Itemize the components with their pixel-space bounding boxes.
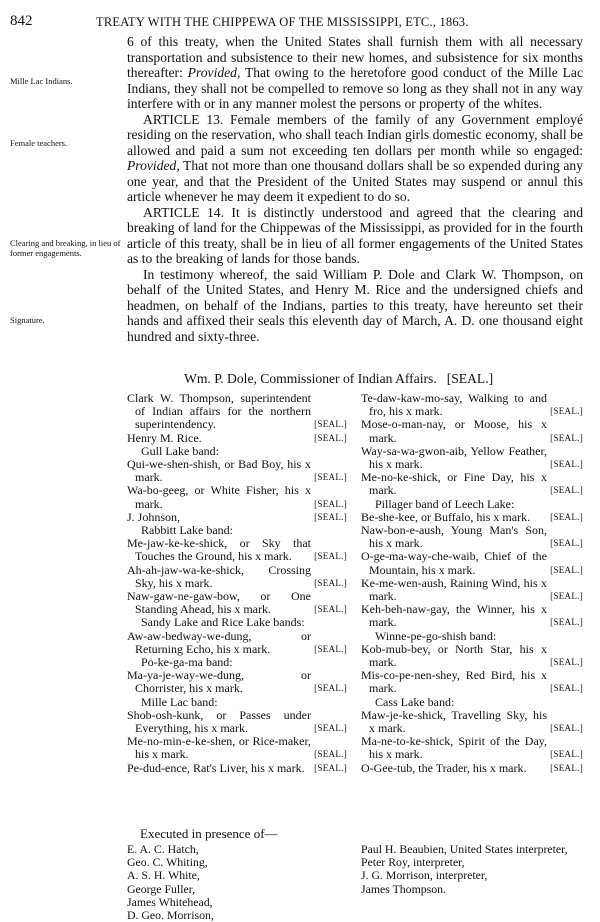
seal-mark: [SEAL.] (550, 485, 583, 496)
seal-mark: [SEAL.] (446, 371, 494, 386)
signatory-entry (127, 669, 347, 695)
signatory-name: Henry M. Rice. (127, 430, 202, 445)
article-14: ARTICLE 14. It is distinctly understood and agreed that the clearing and breaking of land for the Chippewas of the Mississippi, as provided for in the fourth article of this treaty, shall be in lieu of all former engagements of the United States as to the breaking of lands for those bands. (127, 204, 583, 266)
signatory-entry (361, 418, 583, 444)
signatory-name: O-ge-ma-way-che-waib, Chief of the Mountain, his x mark. (361, 549, 547, 577)
margin-note-mille-lac: Mille Lac Indians. (10, 76, 73, 86)
band-heading: Rabbitt Lake band: (141, 523, 233, 538)
seal-mark: [SEAL.] (314, 604, 347, 615)
signatory-name: Ke-me-wen-aush, Raining Wind, his x mark. (361, 575, 547, 604)
signatory-name: Clark W. Thompson, superintendent of Indian affairs for the northern superintendency. (127, 391, 311, 432)
band-heading: Cass Lake band: (375, 694, 455, 709)
signatory-entry (127, 762, 347, 775)
commissioner-signature (184, 371, 493, 387)
signatory-entry (361, 577, 583, 603)
signatory-name: Ah-ah-jaw-wa-ke-shick, Crossing Sky, his x mark. (127, 562, 311, 590)
signatory-entry (127, 458, 347, 484)
signatory-entry (361, 735, 583, 761)
signatory-name: Mis-co-pe-nen-shey, Red Bird, his x mark. (361, 668, 547, 696)
signatory-entry (361, 550, 583, 576)
band-heading: Po-ke-ga-ma band: (141, 655, 233, 670)
seal-mark: [SEAL.] (314, 498, 347, 509)
signatory-name: Way-sa-wa-gwon-aib, Yellow Feather, his x mark. (361, 443, 547, 472)
signatory-name: Shob-osh-kunk, or Passes under Everything, his x mark. (127, 707, 311, 736)
signatory-name: O-Gee-tub, the Trader, his x mark. (361, 760, 527, 775)
band-heading: Gull Lake band: (141, 443, 219, 458)
witnesses-left-column (127, 843, 347, 922)
signatory-entry (127, 590, 347, 616)
witnesses-right-column (361, 843, 583, 896)
witness-name: Peter Roy, interpreter, (361, 855, 465, 870)
signatory-entry (361, 643, 583, 669)
signatory-entry (361, 603, 583, 629)
seal-mark: [SEAL.] (550, 591, 583, 602)
seal-mark: [SEAL.] (314, 432, 347, 443)
signatory-name: Kob-mub-bey, or North Star, his x mark. (361, 641, 547, 670)
signatory-name: Me-jaw-ke-ke-shick, or Sky that Touches the Ground, his x mark. (127, 536, 311, 564)
signatory-name: Me-no-min-e-ke-shen, or Rice-maker, his x mark. (127, 734, 311, 762)
signatory-name: Me-no-ke-shick, or Fine Day, his x mark. (361, 470, 547, 498)
signatories-left-column (127, 392, 347, 775)
seal-mark: [SEAL.] (550, 683, 583, 694)
signatory-entry (127, 564, 347, 590)
seal-mark: [SEAL.] (550, 617, 583, 628)
margin-note-signature: Signature. (10, 315, 45, 325)
signatory-name: Te-daw-kaw-mo-say, Walking to and fro, his x mark. (361, 391, 547, 419)
signatory-entry (361, 392, 583, 418)
signatory-name: Wa-bo-geeg, or White Fisher, his x mark. (127, 483, 311, 511)
commissioner-name: Wm. P. Dole, Commissioner of Indian Affairs. (184, 371, 437, 386)
signatory-name: J. Johnson, (127, 509, 181, 524)
signatory-entry (127, 735, 347, 761)
seal-mark: [SEAL.] (550, 432, 583, 443)
signatory-entry (361, 762, 583, 775)
witness-name: E. A. C. Hatch, (127, 842, 199, 856)
signatory-name: Naw-bon-e-aush, Young Man's Son, his x mark. (361, 523, 547, 551)
seal-mark: [SEAL.] (550, 564, 583, 575)
signatories-right-column (361, 392, 583, 775)
band-heading: Pillager band of Leech Lake: (375, 496, 515, 511)
signatory-name: Mose-o-man-nay, or Moose, his x mark. (361, 417, 547, 445)
signatory-entry (127, 432, 347, 445)
signatory-entry (127, 484, 347, 510)
signatory-entry (361, 445, 583, 471)
signatory-name: Ma-ne-to-ke-shick, Spirit of the Day, his x mark. (361, 734, 547, 762)
seal-mark: [SEAL.] (550, 538, 583, 549)
signatory-name: Keh-beh-naw-gay, the Winner, his x mark. (361, 602, 547, 630)
seal-mark: [SEAL.] (314, 551, 347, 562)
witness-name: D. Geo. Morrison, (127, 908, 214, 922)
signatory-name: Qui-we-shen-shish, or Bad Boy, his x mark. (127, 457, 311, 485)
witness-name: Geo. C. Whiting, (127, 855, 208, 870)
signatory-name: Naw-gaw-ne-gaw-bow, or One Standing Ahead, his x mark. (127, 589, 311, 617)
seal-mark: [SEAL.] (314, 749, 347, 760)
band-heading: Winne-pe-go-shish band: (375, 628, 497, 643)
seal-mark: [SEAL.] (314, 419, 347, 430)
seal-mark: [SEAL.] (550, 723, 583, 734)
signatory-entry (361, 524, 583, 550)
witness-name: George Fuller, (127, 881, 196, 896)
seal-mark: [SEAL.] (550, 406, 583, 417)
seal-mark: [SEAL.] (314, 511, 347, 522)
witness-name: James Whitehead, (127, 894, 213, 909)
band-heading: Mille Lac band: (141, 694, 218, 709)
signatory-name: Be-she-kee, or Buffalo, his x mark. (361, 509, 531, 524)
signatory-entry (127, 392, 347, 432)
signatory-entry (127, 511, 347, 524)
seal-mark: [SEAL.] (550, 762, 583, 773)
seal-mark: [SEAL.] (314, 577, 347, 588)
signatory-entry (127, 630, 347, 656)
seal-mark: [SEAL.] (314, 643, 347, 654)
witnesses-title: Executed in presence of— (140, 826, 278, 841)
signatory-entry (127, 709, 347, 735)
seal-mark: [SEAL.] (550, 459, 583, 470)
testimony-paragraph: In testimony whereof, the said William P. Dole and Clark W. Thompson, on behalf of the United States, and Henry M. Rice and the undersigned chiefs and headmen, on behalf of the Indians, parties to this treaty, have hereunto set their hands and affixed their seals this eleventh day of March, A. D. one thousand eight hundred and sixty-three. (127, 266, 583, 344)
treaty-body (127, 34, 583, 344)
running-title: TREATY WITH THE CHIPPEWA OF THE MISSISSIPPI, ETC., 1863. (96, 15, 469, 29)
signatory-name: Maw-je-ke-shick, Travelling Sky, his x mark. (361, 707, 547, 736)
seal-mark: [SEAL.] (314, 472, 347, 483)
signatory-entry (361, 669, 583, 695)
seal-mark: [SEAL.] (314, 723, 347, 734)
paragraph-continuation: 6 of this treaty, when the United States shall furnish them with all necessary transportation and subsistence to their new homes, and subsistence for six months thereafter: Provided, That owing to the heretofore good conduct of the Mille Lac Indians, they shall not be compelled to remove so long as they shall not in any way interfere with or in any manner molest the persons or property of the whites. (127, 34, 583, 111)
signatory-name: Aw-aw-bedway-we-dung, or Returning Echo, his x mark. (127, 628, 311, 656)
margin-note-female-teachers: Female teachers. (10, 138, 68, 148)
seal-mark: [SEAL.] (314, 683, 347, 694)
article-13: ARTICLE 13. Female members of the family of any Government employé residing on the reservation, who shall teach Indian girls domestic economy, shall be allowed and paid a sum not exceeding ten dollars per month while so engaged: Provided, That not more than one thousand dollars shall be so expended during any one year, and that the President of the United States may suspend or annul this article whenever he may deem it expedient to do so. (127, 111, 583, 204)
seal-mark: [SEAL.] (550, 657, 583, 668)
band-heading: Sandy Lake and Rice Lake bands: (141, 615, 305, 630)
signatory-entry (127, 537, 347, 563)
page-number: 842 (10, 13, 33, 29)
page-header (10, 13, 595, 33)
witness-name: James Thompson. (361, 881, 446, 896)
signatory-name: Ma-ya-je-way-we-dung, or Chorrister, his x mark. (127, 668, 311, 696)
witness-name: A. S. H. White, (127, 868, 200, 883)
seal-mark: [SEAL.] (314, 762, 347, 773)
signatory-entry (361, 709, 583, 735)
signatory-entry (361, 471, 583, 497)
witness-name: Paul H. Beaubien, United States interpreter, (361, 842, 568, 856)
signatory-name: Pe-dud-ence, Rat's Liver, his x mark. (127, 760, 305, 775)
seal-mark: [SEAL.] (550, 749, 583, 760)
margin-note-clearing: Clearing and breaking, in lieu of former engagements. (10, 238, 121, 258)
seal-mark: [SEAL.] (550, 511, 583, 522)
witness-name: J. G. Morrison, interpreter, (361, 868, 488, 883)
